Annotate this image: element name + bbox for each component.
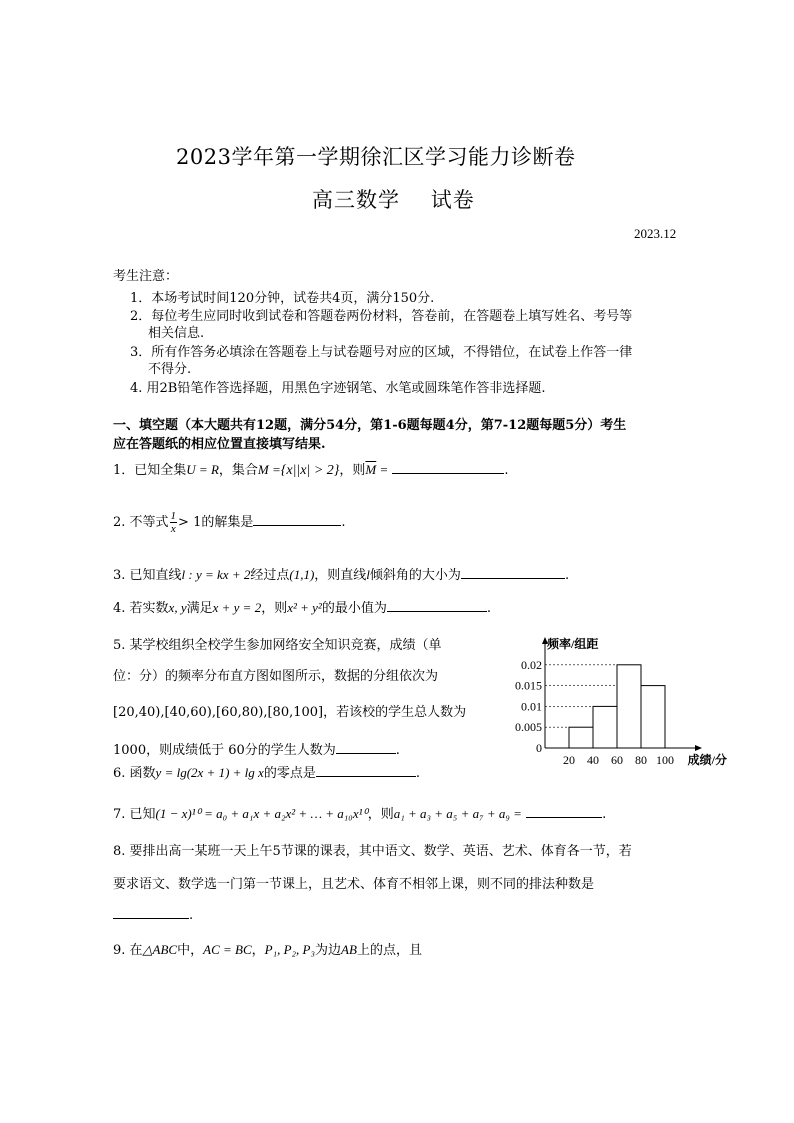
q9-text-e: ，	[251, 943, 265, 958]
question-5-line4	[113, 740, 400, 761]
q2-period: .	[341, 515, 346, 530]
q7-sum: a₁ + a₃ + a₅ + a₇ + a₉ =	[393, 806, 522, 821]
q6-period: .	[415, 766, 420, 781]
q2-fraction	[170, 510, 178, 535]
q9-text-c: 中，	[177, 943, 204, 958]
x-tick-label-1: 40	[587, 753, 599, 767]
exam-title: 2023学年第一学期徐汇区学习能力诊断卷	[176, 145, 576, 169]
notice-item-3: 3．所有作答务必填涂在答题卷上与试卷题号对应的区域，不得错位，在试卷上作答一律	[130, 345, 633, 360]
q3-text-a: 3. 已知直线	[113, 568, 182, 583]
q3-point: (1,1)	[289, 567, 315, 582]
q1-answer-blank[interactable]	[392, 460, 504, 474]
q8-period: .	[189, 908, 194, 923]
question-2	[113, 510, 345, 535]
notice-heading: 考生注意：	[113, 269, 179, 284]
q2-answer-blank[interactable]	[253, 512, 341, 526]
question-8-line1: 8. 要排出高一某班一天上午5节课的课表，其中语文、数学、英语、艺术、体育各一节，若	[113, 844, 632, 859]
x-tick-label-0: 20	[563, 753, 575, 767]
section-heading-line1: 一、填空题（本大题共有12题，满分54分，第1-6题每题4分，第7-12题每题5分）考生	[113, 418, 627, 433]
notice-item-2-cont: 相关信息.	[148, 326, 205, 341]
y-tick-label-2: 0.01	[521, 699, 542, 714]
q9-text-a: 9. 在	[113, 943, 143, 958]
frequency-histogram	[505, 632, 730, 772]
question-9	[113, 940, 422, 961]
q3-period: .	[564, 568, 570, 583]
q1-set-def: {x||x| > 2}	[280, 463, 340, 478]
histogram-bar-0	[569, 727, 593, 748]
q4-vars: x, y	[168, 600, 187, 615]
q6-text-c: 的零点是	[263, 766, 316, 781]
histogram-bar-3	[641, 686, 665, 748]
q3-text-e: ，则直线	[314, 568, 367, 583]
q8-answer-blank[interactable]	[113, 905, 189, 919]
q7-text-c: ，则	[367, 807, 394, 822]
exam-date: 2023.12	[634, 226, 677, 241]
histogram-bar-2	[617, 665, 641, 748]
q4-text-g: 的最小值为	[321, 601, 387, 616]
q9-text-g: 为边	[315, 943, 342, 958]
notice-item-3-cont: 不得分.	[148, 362, 192, 377]
q1-eq: =	[376, 462, 389, 477]
q4-text-a: 4. 若实数	[113, 601, 169, 616]
y-tick-label-1: 0.005	[515, 720, 542, 735]
q9-triangle: △ABC	[142, 942, 178, 957]
q7-answer-blank[interactable]	[526, 804, 602, 818]
q7-text-a: 7. 已知	[113, 807, 156, 822]
q1-period: .	[504, 463, 509, 478]
question-8-line3	[113, 905, 193, 926]
q1-text-a: 1．已知全集	[113, 463, 187, 478]
q9-side: AB	[341, 942, 357, 957]
q2-numerator: 1	[170, 510, 177, 522]
q2-text-b: > 1的解集是	[178, 515, 254, 530]
q5-period: .	[395, 743, 400, 758]
q3-text-g: 倾斜角的大小为	[369, 568, 461, 583]
notice-item-2: 2．每位考生应同时收到试卷和答题卷两份材料，答卷前，在答题卷上填写姓名、考号等	[130, 309, 633, 324]
q4-constraint: x + y = 2	[212, 600, 262, 615]
q3-answer-blank[interactable]	[461, 565, 565, 579]
q3-text-c: 经过点	[250, 568, 290, 583]
notice-item-4: 4. 用2B铅笔作答选择题，用黑色字迹钢笔、水笔或圆珠笔作答非选择题.	[130, 381, 546, 396]
x-axis-title: 成绩/分	[687, 753, 727, 767]
notice-item-1: 1．本场考试时间120分钟，试卷共4页，满分150分.	[130, 291, 435, 306]
x-axis-arrow	[695, 745, 702, 751]
q2-text-a: 2. 不等式	[113, 515, 169, 530]
q9-points: P₁, P₂, P₃	[264, 942, 316, 957]
question-3	[113, 565, 569, 586]
q4-text-c: 满足	[186, 601, 213, 616]
x-tick-label-2: 60	[611, 753, 623, 767]
q5-text-l4a: 1000，则成绩低于 60分的学生人数为	[113, 743, 336, 758]
q6-answer-blank[interactable]	[316, 763, 416, 777]
question-4	[113, 598, 491, 619]
q3-l: l	[366, 567, 370, 582]
question-8-line2: 要求语文、数学选一门第一节课上，且艺术、体育不相邻上课，则不同的排法种数是	[113, 877, 595, 892]
y-axis-title: 频率/组距	[547, 637, 599, 651]
q3-line-eq: l : y = kx + 2	[181, 567, 251, 582]
q4-text-e: ，则	[261, 601, 288, 616]
y-tick-label-0: 0	[536, 741, 542, 755]
q4-expr: x² + y²	[287, 600, 322, 615]
y-tick-label-3: 0.015	[515, 678, 542, 693]
q6-function: y = lg(2x + 1) + lg x	[155, 765, 264, 780]
x-tick-label-3: 80	[635, 753, 647, 767]
q1-universal-set: U = R	[186, 462, 219, 477]
q7-period: .	[602, 807, 607, 822]
histogram-bar-1	[593, 706, 617, 748]
question-6	[113, 763, 420, 784]
question-1	[113, 460, 509, 481]
question-7	[113, 804, 606, 825]
question-5-line1: 5. 某学校组织全校学生参加网络安全知识竞赛，成绩（单	[113, 638, 442, 653]
question-5-line3: [20,40),[40,60),[60,80),[80,100]，若该校的学生总人数为	[113, 705, 467, 720]
q1-set-m: M =	[257, 462, 281, 477]
section-heading-line2: 应在答题纸的相应位置直接填写结果.	[113, 437, 326, 452]
q6-text-a: 6. 函数	[113, 766, 156, 781]
q7-expansion: (1 − x)¹⁰ = a₀ + a₁x + a₂x² + … + a₁₀x¹⁰	[155, 806, 368, 821]
q9-equal-sides: AC = BC	[203, 942, 252, 957]
exam-subtitle: 高三数学 试卷	[312, 188, 475, 212]
x-tick-label-4: 100	[656, 753, 674, 767]
question-5-line2: 位：分）的频率分布直方图如图所示，数据的分组依次为	[113, 669, 439, 684]
q4-period: .	[486, 601, 491, 616]
q5-answer-blank[interactable]	[336, 740, 396, 754]
q9-text-i: 上的点，且	[356, 943, 422, 958]
q1-text-f: ，则	[339, 463, 366, 478]
y-tick-label-4: 0.02	[521, 657, 542, 672]
q1-text-c: ，集合	[218, 463, 258, 478]
q1-complement: $\overline{M}$	[365, 462, 377, 477]
q2-denominator: x	[170, 523, 176, 535]
q4-answer-blank[interactable]	[387, 598, 487, 612]
